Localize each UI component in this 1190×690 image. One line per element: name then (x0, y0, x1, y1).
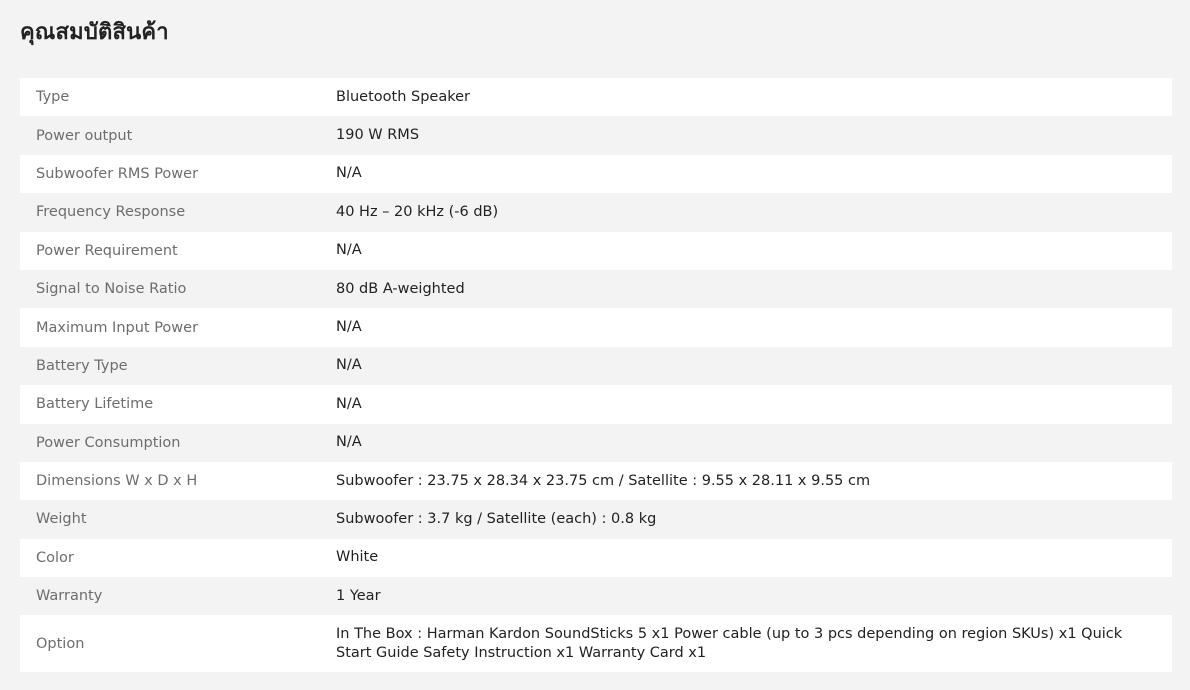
spec-row-signal-to-noise-ratio (20, 270, 1172, 308)
page-title: คุณสมบัติสินค้า (20, 20, 169, 45)
spec-value: 80 dB A-weighted (336, 280, 465, 297)
spec-value: In The Box : Harman Kardon SoundSticks 5 x1 Power cable (up to 3 pcs depending on region SKUs) x1 Quick Start Guide Safety Instruction x1 Warranty Card x1 (336, 625, 1123, 661)
spec-row-dimensions (20, 462, 1172, 500)
spec-value: N/A (336, 357, 362, 374)
spec-label: Type (36, 89, 70, 106)
spec-row-color (20, 539, 1172, 577)
spec-value: 40 Hz – 20 kHz (-6 dB) (336, 203, 499, 220)
spec-value: N/A (336, 395, 362, 412)
spec-label: Battery Lifetime (36, 396, 154, 413)
spec-row-subwoofer-rms-power (20, 155, 1172, 193)
spec-row-battery-lifetime (20, 385, 1172, 423)
spec-value: 190 W RMS (336, 127, 420, 144)
spec-table (20, 78, 1172, 672)
spec-value: N/A (336, 165, 362, 182)
spec-row-option (20, 615, 1172, 672)
spec-label: Warranty (36, 588, 103, 605)
spec-value: 1 Year (336, 587, 381, 604)
spec-value: Subwoofer : 23.75 x 28.34 x 23.75 cm / Satellite : 9.55 x 28.11 x 9.55 cm (336, 472, 871, 489)
spec-value: N/A (336, 242, 362, 259)
spec-row-battery-type (20, 347, 1172, 385)
spec-value: Bluetooth Speaker (336, 88, 470, 105)
spec-label: Option (36, 635, 85, 652)
spec-label: Dimensions W x D x H (36, 473, 198, 490)
spec-value: N/A (336, 434, 362, 451)
spec-row-weight (20, 500, 1172, 538)
spec-label: Power output (36, 127, 133, 144)
spec-row-warranty (20, 577, 1172, 615)
spec-label: Power Consumption (36, 434, 181, 451)
spec-value: N/A (336, 319, 362, 336)
spec-label: Maximum Input Power (36, 319, 199, 336)
spec-label: Color (36, 549, 74, 566)
spec-value: White (336, 549, 379, 566)
spec-row-power-output (20, 116, 1172, 154)
spec-label: Frequency Response (36, 204, 186, 221)
spec-label: Battery Type (36, 357, 128, 374)
spec-label: Signal to Noise Ratio (36, 281, 187, 298)
spec-row-power-consumption (20, 424, 1172, 462)
spec-label: Power Requirement (36, 242, 178, 259)
spec-value: Subwoofer : 3.7 kg / Satellite (each) : 0.8 kg (336, 510, 657, 527)
spec-label: Weight (36, 511, 87, 528)
spec-row-frequency-response (20, 193, 1172, 231)
spec-row-type (20, 78, 1172, 116)
spec-label: Subwoofer RMS Power (36, 165, 199, 182)
spec-row-power-requirement (20, 232, 1172, 270)
spec-row-maximum-input-power (20, 308, 1172, 346)
